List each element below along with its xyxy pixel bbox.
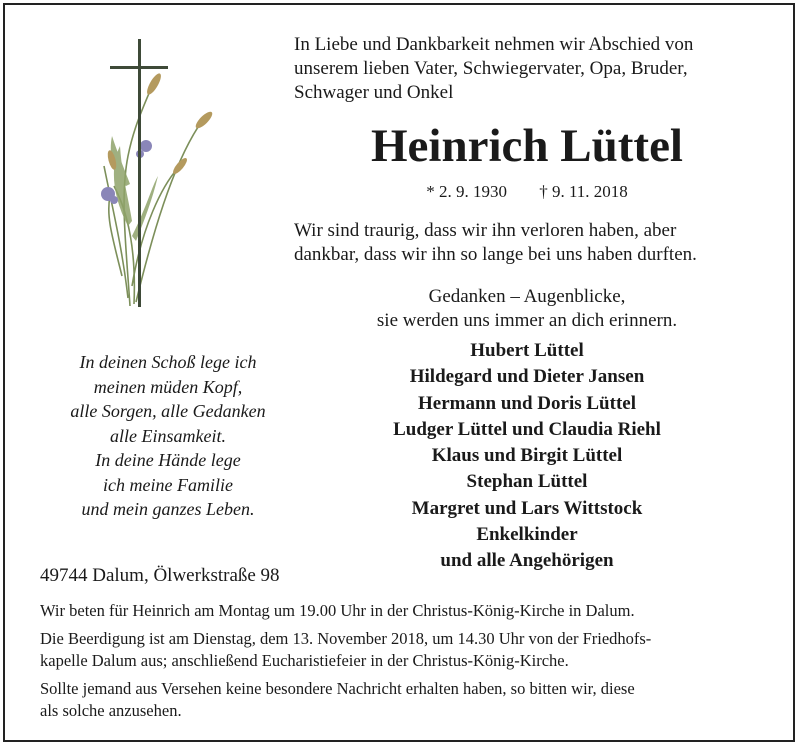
- memory-line: sie werden uns immer an dich erinnern.: [376, 310, 678, 331]
- intro-line: In Liebe und Dankbarkeit nehmen wir Abschied von: [294, 34, 694, 55]
- deceased-name: Heinrich Lüttel: [371, 120, 683, 172]
- mourner-entry: Klaus und Birgit Lüttel: [431, 445, 623, 467]
- mourner-entry: Enkelkinder: [476, 524, 578, 546]
- note-line: Die Beerdigung ist am Dienstag, dem 13. November 2018, um 14.30 Uhr von der Friedhofs-: [40, 629, 652, 648]
- sentence-line: dankbar, dass wir ihn so lange bei uns haben durften.: [294, 244, 697, 265]
- intro-text: [294, 33, 774, 105]
- poem-line: alle Sorgen, alle Gedanken: [70, 401, 266, 421]
- funeral-note: [40, 628, 770, 672]
- death-date: † 9. 11. 2018: [539, 182, 628, 201]
- service-notes: [40, 600, 770, 728]
- poem-line: ich meine Familie: [103, 474, 233, 495]
- prayer-note: [40, 600, 770, 622]
- poem-line: In deinen Schoß lege ich: [79, 352, 257, 372]
- mourner-entry: Stephan Lüttel: [466, 471, 588, 493]
- note-line: kapelle Dalum aus; anschließend Eucharistiefeier in der Christus-König-Kirche.: [40, 651, 569, 670]
- poem-line: und mein ganzes Leben.: [81, 499, 255, 519]
- poem-line: In deine Hände lege: [95, 450, 241, 470]
- address: 49744 Dalum, Ölwerkstraße 98: [40, 565, 280, 586]
- mourner-entry: Margret und Lars Wittstock: [411, 497, 643, 519]
- memory-text: [294, 285, 760, 333]
- cross-with-wheat-illustration: [92, 36, 242, 311]
- wheat-ears: [106, 72, 215, 176]
- mourner-entry: und alle Angehörigen: [440, 550, 614, 572]
- sentence-line: Wir sind traurig, dass wir ihn verloren haben, aber: [294, 220, 677, 241]
- mourner-entry: Hubert Lüttel: [470, 340, 584, 361]
- mourner-entry: Ludger Lüttel und Claudia Riehl: [393, 418, 661, 440]
- notice-note: [40, 678, 770, 722]
- grief-sentence: [294, 219, 760, 267]
- wheat-leaves: [111, 136, 158, 241]
- mourner-entry: Hildegard und Dieter Jansen: [409, 366, 645, 388]
- birth-date: * 2. 9. 1930: [426, 182, 507, 201]
- intro-line: Schwager und Onkel: [294, 82, 454, 103]
- note-line: Wir beten für Heinrich am Montag um 19.00 Uhr in der Christus-König-Kirche in Dalum.: [40, 601, 635, 620]
- mourners-list: [294, 338, 760, 575]
- poem: [22, 350, 314, 522]
- intro-line: unserem lieben Vater, Schwiegervater, Opa, Bruder,: [294, 58, 688, 79]
- memory-line: Gedanken – Augenblicke,: [428, 286, 626, 307]
- mourner-entry: Hermann und Doris Lüttel: [418, 392, 636, 414]
- note-line: Sollte jemand aus Versehen keine besondere Nachricht erhalten haben, so bitten wir, diese: [40, 679, 635, 698]
- poem-line: meinen müden Kopf,: [93, 376, 243, 397]
- note-line: als solche anzusehen.: [40, 701, 182, 720]
- poem-line: alle Einsamkeit.: [110, 425, 226, 446]
- life-dates: [294, 180, 760, 204]
